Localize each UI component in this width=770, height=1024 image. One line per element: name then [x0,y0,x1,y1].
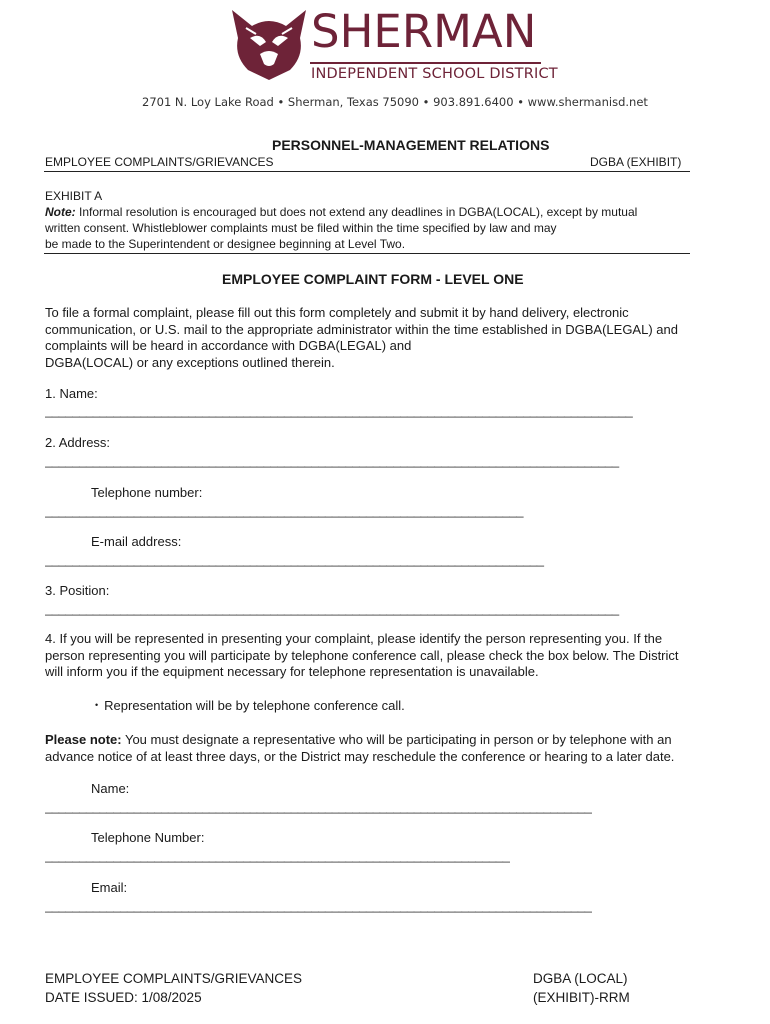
position-field[interactable]: ____________________________________________________________________________________ [45,601,619,616]
note-label: Note: [45,205,76,219]
q4-line-1: 4. If you will be represented in presenting your complaint, please identify the person representing you. If the [45,631,663,646]
brand-name: SHERMAN [311,5,537,58]
district-address: 2701 N. Loy Lake Road • Sherman, Texas 75090 • 903.891.6400 • www.shermanisd.net [142,95,648,109]
name-field[interactable]: ______________________________________________________________________________________ [45,403,633,418]
exhibit-note [45,204,705,252]
section-title: PERSONNEL-MANAGEMENT RELATIONS [272,137,550,153]
checkbox-bullet-icon: • [95,700,99,710]
footer-left-line-1: EMPLOYEE COMPLAINTS/GRIEVANCES [45,971,303,986]
please-note [45,732,735,765]
telephone-field[interactable]: ______________________________________________________________________ [45,503,524,518]
checkbox-label: Representation will be by telephone conference call. [104,698,405,713]
note-line-1: Informal resolution is encouraged but does not extend any deadlines in DGBA(LOCAL), except by mutual [75,205,638,219]
intro-line-3: complaints will be heard in accordance with DGBA(LEGAL) and [45,338,412,353]
intro-line-4: DGBA(LOCAL) or any exceptions outlined therein. [45,354,335,370]
position-label: 3. Position: [45,583,110,598]
email-label: E-mail address: [91,534,182,549]
please-note-line-2: advance notice of at least three days, or the District may reschedule the conference or hearing to a later date. [45,748,675,764]
letterhead-rule [310,62,541,64]
policy-left-label: EMPLOYEE COMPLAINTS/GRIEVANCES [45,155,274,169]
rep-name-field[interactable]: ________________________________________________________________________________ [45,799,592,814]
form-title: EMPLOYEE COMPLAINT FORM - LEVEL ONE [222,271,524,287]
footer-date-issued: DATE ISSUED: 1/08/2025 [45,990,202,1005]
bearcat-logo-icon [230,8,308,82]
note-line-3: be made to the Superintendent or designee beginning at Level Two. [45,237,406,251]
q4-line-2: person representing you will participate by telephone conference call, please check the box below. The District [45,647,679,663]
name-label: 1. Name: [45,386,98,401]
please-note-line-1: You must designate a representative who will be participating in person or by telephone with an [121,732,672,747]
note-divider [44,253,690,254]
address-label: 2. Address: [45,435,111,450]
rep-name-label: Name: [91,781,130,796]
exhibit-label: EXHIBIT A [45,189,103,203]
rep-email-label: Email: [91,880,128,895]
q4-line-3: will inform you if the equipment necessary for telephone representation is unavailable. [45,664,539,679]
policy-code-label: DGBA (EXHIBIT) [590,155,682,169]
footer-left [45,969,302,1007]
footer-right [533,969,630,1007]
rep-email-field[interactable]: ________________________________________________________________________________ [45,898,592,913]
district-name: INDEPENDENT SCHOOL DISTRICT [311,66,558,82]
rep-phone-field[interactable]: ____________________________________________________________________ [45,848,510,863]
form-intro [45,305,735,371]
intro-line-2: communication, or U.S. mail to the appropriate administrator within the time established in DGBA(LEGAL) and [45,321,678,337]
email-field[interactable]: _________________________________________________________________________ [45,552,544,567]
telephone-representation-checkbox[interactable] [95,697,405,715]
footer-right-line-2: (EXHIBIT)-RRM [533,990,630,1005]
representation-question [45,631,735,681]
rep-phone-label: Telephone Number: [91,830,205,845]
please-note-label: Please note: [45,732,122,747]
address-field[interactable]: ____________________________________________________________________________________ [45,453,619,468]
telephone-label: Telephone number: [91,485,203,500]
header-divider [44,171,690,172]
note-line-2: written consent. Whistleblower complaints must be filed within the time specified by law and may [45,221,557,235]
intro-line-1: To file a formal complaint, please fill out this form completely and submit it by hand delivery, electronic [45,305,629,320]
footer-right-line-1: DGBA (LOCAL) [533,971,628,986]
